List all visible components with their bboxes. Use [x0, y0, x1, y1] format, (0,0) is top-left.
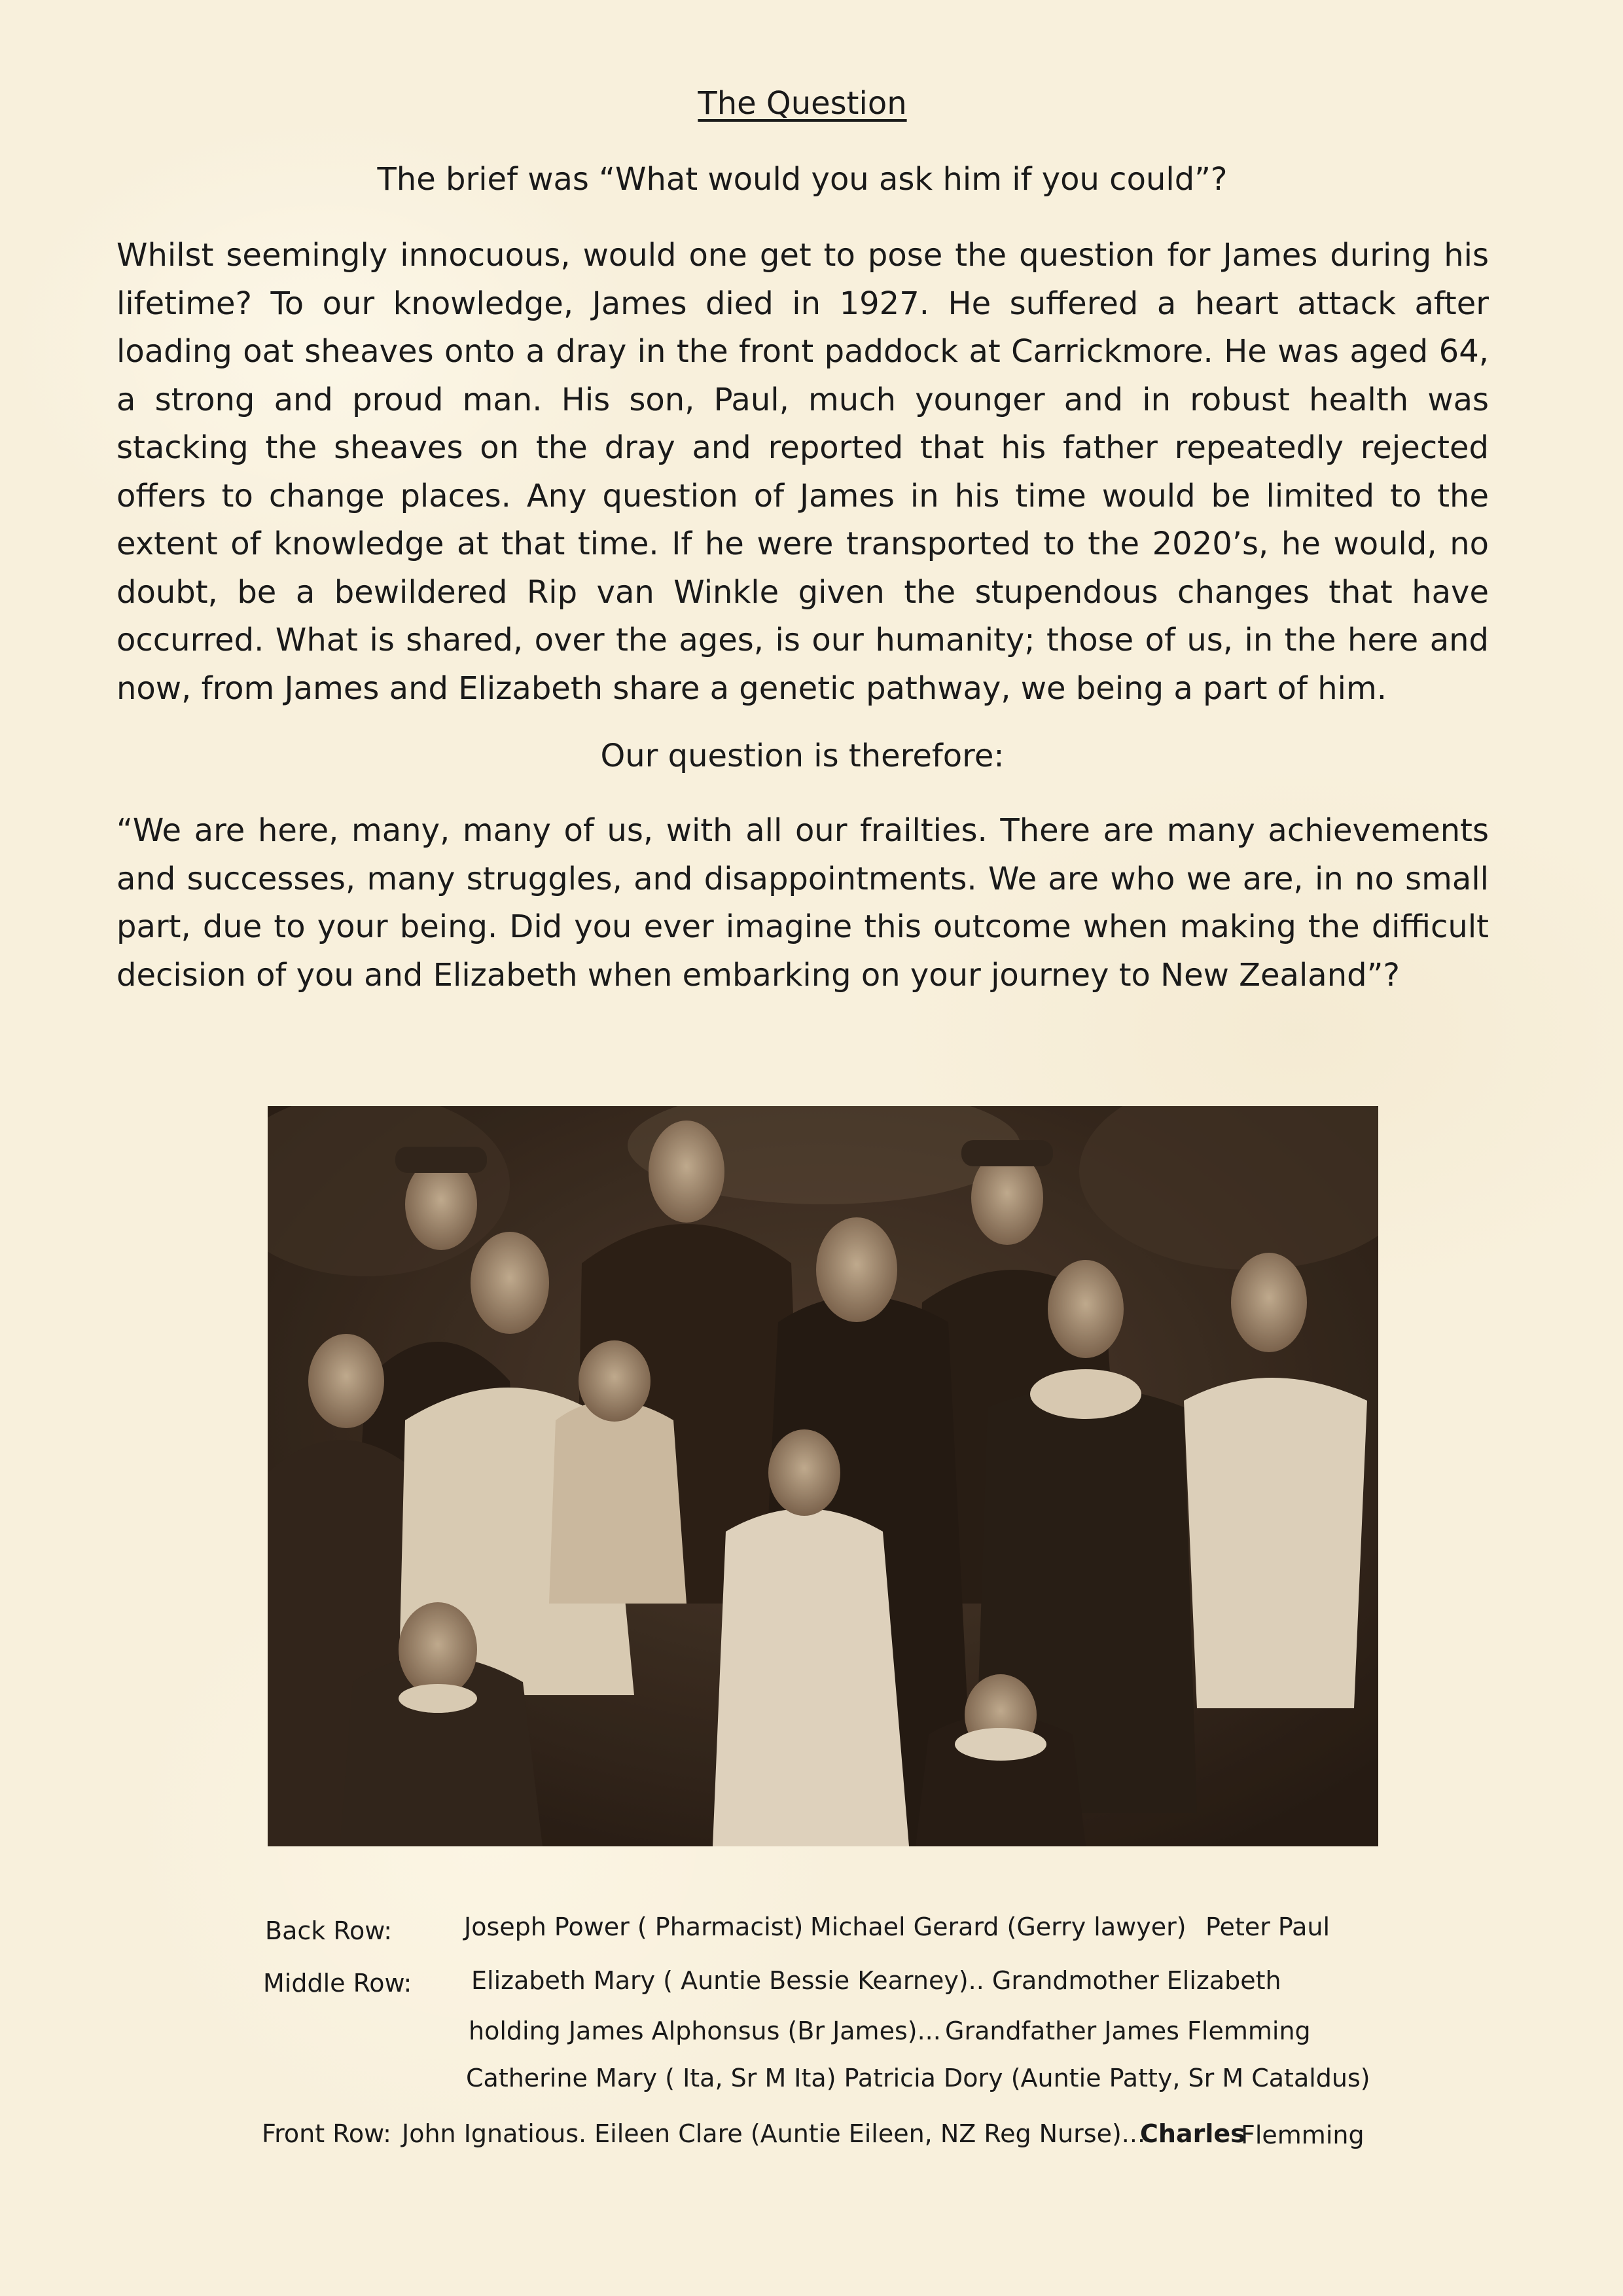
brief-line: The brief was “What would you ask him if you could”?: [377, 161, 1228, 198]
middle-row-line: Catherine Mary ( Ita, Sr M Ita) Patricia Dory (Auntie Patty, Sr M Cataldus): [466, 2064, 1370, 2092]
body-paragraph: Whilst seemingly innocuous, would one get to pose the question for James during his lifetime? To our knowledge, James died in 1927. He suffered a heart attack after loading oat sheaves onto a dray in the front paddock at Carrickmore. He was aged 64, a strong and proud man. His son, Paul, much younger and in robust health was stacking the sheaves on the dray and reported that his father repeatedly rejected offers to change places. Any question of James in his time would be limited to the extent of knowledge at that time. If he were transported to the 2020’s, he would, no doubt, be a bewildered Rip van Winkle given the stupendous changes that have occurred. What is shared, over the ages, is our humanity; those of us, in the here and now, from James and Elizabeth share a genetic pathway, we being a part of him.: [116, 237, 1489, 707]
back-row-name: Michael Gerard (Gerry lawyer): [810, 1912, 1186, 1941]
middle-row-label: Middle Row:: [263, 1969, 412, 1998]
middle-row-line: holding James Alphonsus (Br James)...: [469, 2017, 941, 2045]
page-title: The Question: [698, 85, 907, 122]
back-row-label: Back Row:: [265, 1916, 393, 1945]
back-row-name: Peter Paul: [1205, 1912, 1330, 1941]
front-row-names: John Ignatious. Eileen Clare (Auntie Eileen, NZ Reg Nurse)....: [402, 2119, 1154, 2148]
family-photograph: [268, 1106, 1378, 1846]
front-row-label: Front Row:: [262, 2119, 391, 2148]
back-row-name: Joseph Power ( Pharmacist): [464, 1912, 804, 1941]
question-intro: Our question is therefore:: [600, 738, 1005, 774]
front-row-names: Charles: [1140, 2119, 1245, 2148]
question-paragraph: “We are here, many, many of us, with all our frailties. There are many achievements and successes, many struggles, and disappointments. We are who we are, in no small part, due to your being. Did you ever imagine this outcome when making the difficult decision of you and Elizabeth when embarking on your journey to New Zealand”?: [116, 812, 1489, 994]
middle-row-line: Elizabeth Mary ( Auntie Bessie Kearney).. Grandmother Elizabeth: [471, 1966, 1281, 1995]
front-row-names: Flemming: [1241, 2121, 1364, 2149]
middle-row-line: Grandfather James Flemming: [945, 2017, 1311, 2045]
